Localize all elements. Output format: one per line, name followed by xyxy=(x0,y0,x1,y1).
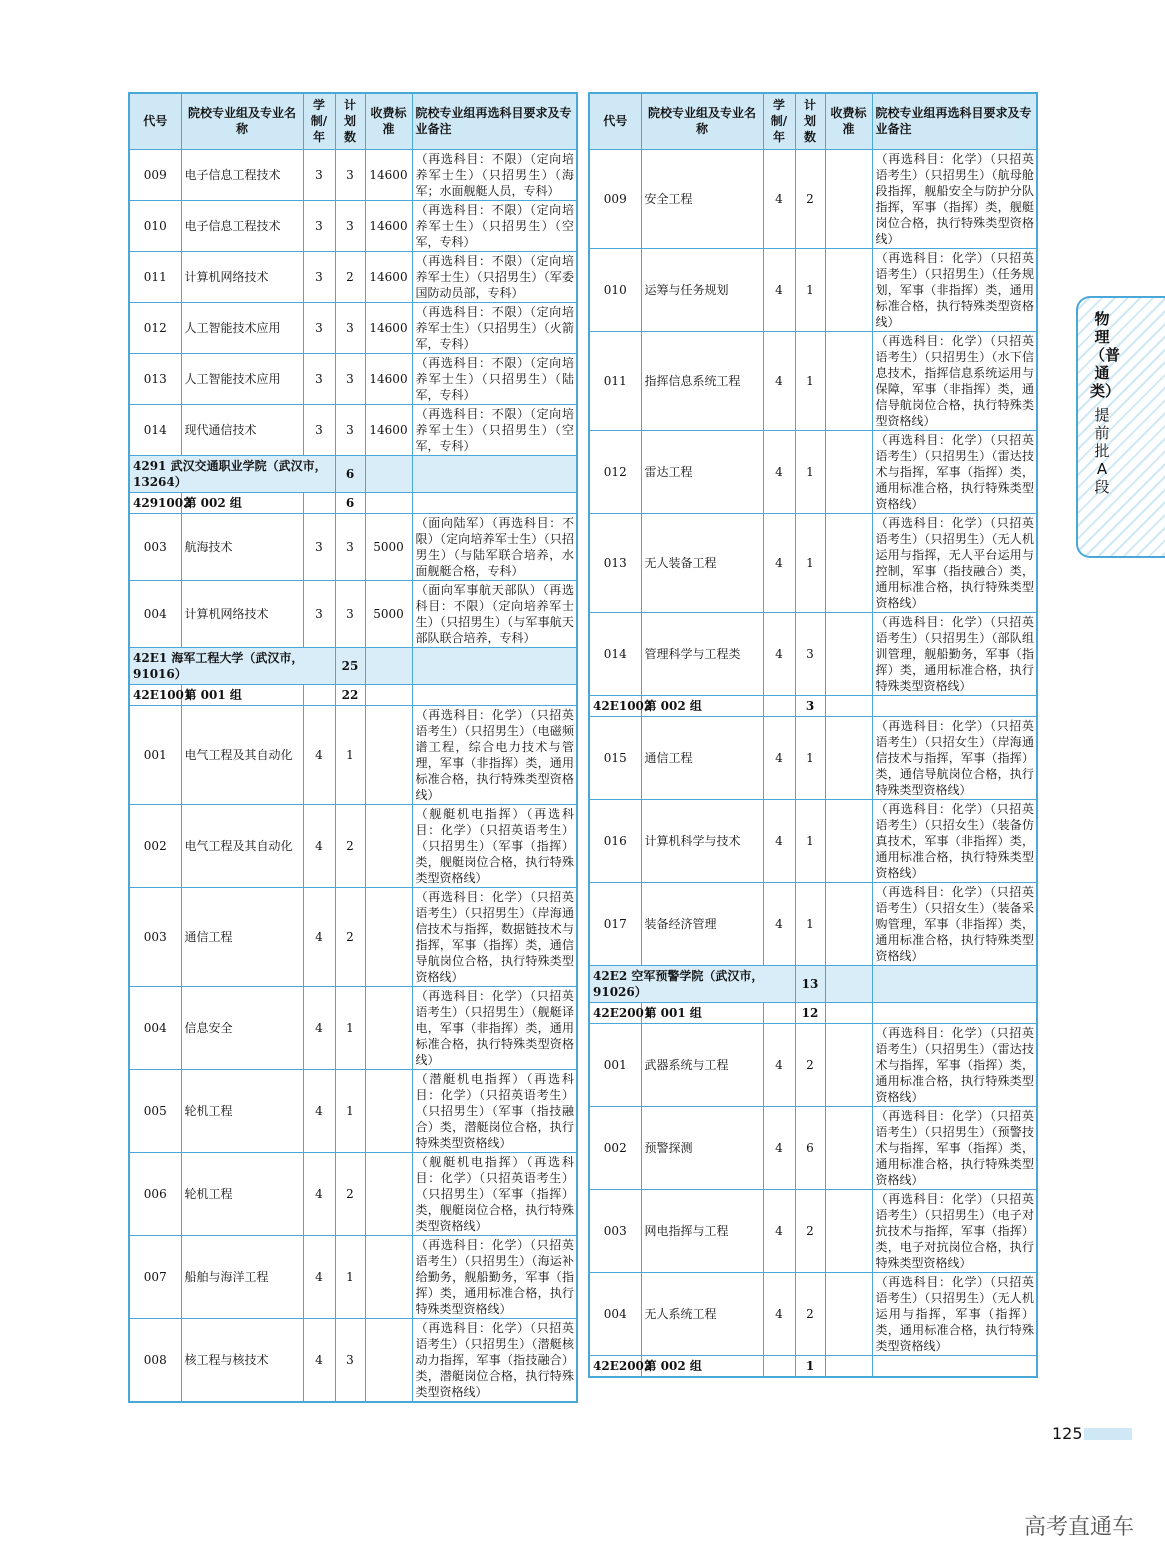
major-code: 013 xyxy=(589,513,641,612)
watermark-text: 高考直通车 xyxy=(1024,1515,1135,1540)
major-remark: （再选科目：化学）（只招英语考生）（只招男生）（电子对抗技术与指挥，军事（指挥）类，电子对抗岗位合格，执行特殊类型资格线） xyxy=(872,1189,1037,1272)
major-plan: 3 xyxy=(335,149,365,200)
major-plan: 2 xyxy=(335,251,365,302)
major-plan: 1 xyxy=(795,882,825,965)
major-code: 008 xyxy=(129,1318,181,1402)
major-plan: 1 xyxy=(795,513,825,612)
major-fee xyxy=(825,430,872,513)
group-row xyxy=(589,1002,1037,1023)
major-name: 运筹与任务规划 xyxy=(641,248,763,331)
table-header-row xyxy=(589,93,1037,149)
major-years: 4 xyxy=(763,1272,795,1355)
major-code: 003 xyxy=(589,1189,641,1272)
major-years: 4 xyxy=(303,1069,335,1152)
empty-cell xyxy=(763,695,795,716)
major-code: 012 xyxy=(129,302,181,353)
header-years: 学制/年 xyxy=(763,93,795,149)
major-fee xyxy=(825,513,872,612)
major-fee: 5000 xyxy=(365,580,412,647)
major-row xyxy=(129,513,577,580)
major-years: 4 xyxy=(763,612,795,695)
school-plan-total: 6 xyxy=(335,455,365,492)
header-name: 院校专业组及专业名称 xyxy=(641,93,763,149)
group-name: 第 002 组 xyxy=(641,695,763,716)
major-remark: （再选科目：不限）（定向培养军士生）（只招男生）（空军，专科） xyxy=(412,404,577,455)
major-name: 现代通信技术 xyxy=(181,404,303,455)
major-fee xyxy=(825,1106,872,1189)
major-years: 4 xyxy=(303,986,335,1069)
major-years: 3 xyxy=(303,404,335,455)
major-plan: 3 xyxy=(795,612,825,695)
major-plan: 2 xyxy=(335,804,365,887)
major-name: 电气工程及其自动化 xyxy=(181,705,303,804)
major-years: 4 xyxy=(303,1152,335,1235)
major-years: 4 xyxy=(763,716,795,799)
major-years: 3 xyxy=(303,353,335,404)
major-fee xyxy=(825,1023,872,1106)
major-plan: 2 xyxy=(795,1272,825,1355)
major-plan: 2 xyxy=(795,149,825,248)
major-fee: 14600 xyxy=(365,149,412,200)
major-remark: （再选科目：化学）（只招英语考生）（只招男生）（航母舱段指挥，舰船安全与防护分队指挥，军事（指挥）类，舰艇岗位合格，执行特殊类型资格线） xyxy=(872,149,1037,248)
major-code: 004 xyxy=(129,986,181,1069)
major-code: 013 xyxy=(129,353,181,404)
major-fee xyxy=(825,1189,872,1272)
school-name: 4291 武汉交通职业学院（武汉市，13264） xyxy=(129,455,335,492)
major-row xyxy=(129,1069,577,1152)
section-sub-label: 提前批A段 xyxy=(1094,406,1110,496)
major-fee: 14600 xyxy=(365,302,412,353)
school-row xyxy=(129,647,577,684)
major-remark: （舰艇机电指挥）（再选科目：化学）（只招英语考生）（只招男生）（军事（指挥）类，舰艇岗位合格，执行特殊类型资格线） xyxy=(412,804,577,887)
major-row xyxy=(589,799,1037,882)
major-years: 4 xyxy=(763,430,795,513)
major-years: 4 xyxy=(303,1235,335,1318)
major-name: 航海技术 xyxy=(181,513,303,580)
major-remark: （舰艇机电指挥）（再选科目：化学）（只招英语考生）（只招男生）（军事（指挥）类，舰艇岗位合格，执行特殊类型资格线） xyxy=(412,1152,577,1235)
empty-cell xyxy=(412,684,577,705)
header-fee: 收费标准 xyxy=(825,93,872,149)
group-code: 4291002 xyxy=(129,492,181,513)
major-fee xyxy=(825,612,872,695)
empty-cell xyxy=(872,1002,1037,1023)
major-row xyxy=(129,580,577,647)
empty-cell xyxy=(872,695,1037,716)
major-code: 005 xyxy=(129,1069,181,1152)
major-remark: （再选科目：不限）（定向培养军士生）（只招男生）（海军；水面舰艇人员，专科） xyxy=(412,149,577,200)
empty-cell xyxy=(825,695,872,716)
school-name: 42E1 海军工程大学（武汉市，91016） xyxy=(129,647,335,684)
empty-cell xyxy=(365,684,412,705)
major-fee xyxy=(365,1152,412,1235)
major-code: 012 xyxy=(589,430,641,513)
major-remark: （再选科目：化学）（只招英语考生）（只招男生）（雷达技术与指挥，军事（指挥）类，通用标准合格，执行特殊类型资格线） xyxy=(872,430,1037,513)
empty-cell xyxy=(412,455,577,492)
major-fee xyxy=(825,331,872,430)
major-remark: （再选科目：化学）（只招英语考生）（只招女生）（岸海通信技术与指挥，军事（指挥）类，通信导航岗位合格，执行特殊类型资格线） xyxy=(872,716,1037,799)
group-name: 第 002 组 xyxy=(641,1355,763,1377)
major-fee xyxy=(825,149,872,248)
major-fee xyxy=(365,887,412,986)
major-years: 3 xyxy=(303,580,335,647)
empty-cell xyxy=(825,1002,872,1023)
group-row xyxy=(589,695,1037,716)
group-row xyxy=(129,684,577,705)
section-main-label: 物理（普通类） xyxy=(1090,310,1121,400)
major-years: 3 xyxy=(303,513,335,580)
major-name: 安全工程 xyxy=(641,149,763,248)
left-table-body xyxy=(129,149,577,1402)
major-row xyxy=(589,612,1037,695)
major-remark: （面向军事航天部队）（再选科目：不限）（定向培养军士生）（只招男生）（与军事航天部队联合培养，专科） xyxy=(412,580,577,647)
major-code: 011 xyxy=(589,331,641,430)
major-name: 电气工程及其自动化 xyxy=(181,804,303,887)
major-name: 计算机科学与技术 xyxy=(641,799,763,882)
header-fee: 收费标准 xyxy=(365,93,412,149)
major-years: 4 xyxy=(763,1023,795,1106)
major-fee xyxy=(825,1272,872,1355)
empty-cell xyxy=(303,684,335,705)
major-name: 无人系统工程 xyxy=(641,1272,763,1355)
major-plan: 1 xyxy=(335,986,365,1069)
major-years: 4 xyxy=(303,887,335,986)
major-row xyxy=(129,404,577,455)
major-remark: （再选科目：不限）（定向培养军士生）（只招男生）（空军，专科） xyxy=(412,200,577,251)
major-fee xyxy=(365,705,412,804)
group-row xyxy=(589,1355,1037,1377)
major-remark: （再选科目：不限）（定向培养军士生）（只招男生）（陆军，专科） xyxy=(412,353,577,404)
empty-cell xyxy=(412,492,577,513)
major-name: 装备经济管理 xyxy=(641,882,763,965)
major-years: 4 xyxy=(763,248,795,331)
major-plan: 2 xyxy=(335,1152,365,1235)
group-name: 第 001 组 xyxy=(641,1002,763,1023)
major-fee xyxy=(365,986,412,1069)
major-code: 004 xyxy=(589,1272,641,1355)
group-code: 42E1001 xyxy=(129,684,181,705)
major-plan: 2 xyxy=(795,1023,825,1106)
major-years: 4 xyxy=(763,149,795,248)
header-name: 院校专业组及专业名称 xyxy=(181,93,303,149)
major-remark: （再选科目：化学）（只招英语考生）（只招男生）（无人机运用与指挥，无人平台运用与控制，军事（指技融合）类，通用标准合格，执行特殊类型资格线） xyxy=(872,513,1037,612)
major-fee: 14600 xyxy=(365,404,412,455)
major-name: 电子信息工程技术 xyxy=(181,149,303,200)
major-years: 4 xyxy=(763,882,795,965)
major-code: 010 xyxy=(129,200,181,251)
major-plan: 1 xyxy=(795,799,825,882)
major-code: 014 xyxy=(129,404,181,455)
major-remark: （再选科目：化学）（只招英语考生）（只招女生）（装备采购管理，军事（非指挥）类，通用标准合格，执行特殊类型资格线） xyxy=(872,882,1037,965)
empty-cell xyxy=(872,1355,1037,1377)
right-catalog-table xyxy=(588,92,1038,1378)
major-row xyxy=(129,804,577,887)
major-years: 4 xyxy=(303,804,335,887)
school-row xyxy=(129,455,577,492)
major-name: 人工智能技术应用 xyxy=(181,353,303,404)
major-row xyxy=(589,513,1037,612)
major-name: 信息安全 xyxy=(181,986,303,1069)
major-name: 电子信息工程技术 xyxy=(181,200,303,251)
school-plan-total: 13 xyxy=(795,965,825,1002)
major-code: 014 xyxy=(589,612,641,695)
major-remark: （潜艇机电指挥）（再选科目：化学）（只招英语考生）（只招男生）（军事（指技融合）类，潜艇岗位合格，执行特殊类型资格线） xyxy=(412,1069,577,1152)
major-plan: 3 xyxy=(335,580,365,647)
major-years: 4 xyxy=(303,1318,335,1402)
major-row xyxy=(129,1152,577,1235)
major-fee xyxy=(825,716,872,799)
major-remark: （再选科目：化学）（只招英语考生）（只招男生）（预警技术与指挥，军事（指挥）类，通用标准合格，执行特殊类型资格线） xyxy=(872,1106,1037,1189)
major-row xyxy=(589,248,1037,331)
major-name: 人工智能技术应用 xyxy=(181,302,303,353)
header-years: 学制/年 xyxy=(303,93,335,149)
empty-cell xyxy=(412,647,577,684)
major-row xyxy=(129,1235,577,1318)
major-plan: 3 xyxy=(335,404,365,455)
major-name: 管理科学与工程类 xyxy=(641,612,763,695)
empty-cell xyxy=(763,1355,795,1377)
major-plan: 3 xyxy=(335,353,365,404)
major-row xyxy=(129,986,577,1069)
major-remark: （再选科目：化学）（只招英语考生）（只招男生）（海运补给勤务，舰船勤务，军事（指挥）类，通用标准合格，执行特殊类型资格线） xyxy=(412,1235,577,1318)
major-row xyxy=(589,716,1037,799)
major-plan: 1 xyxy=(335,705,365,804)
major-name: 轮机工程 xyxy=(181,1152,303,1235)
major-name: 雷达工程 xyxy=(641,430,763,513)
major-name: 指挥信息系统工程 xyxy=(641,331,763,430)
major-fee xyxy=(365,1235,412,1318)
major-fee xyxy=(825,882,872,965)
major-plan: 1 xyxy=(795,716,825,799)
major-fee: 14600 xyxy=(365,251,412,302)
major-plan: 3 xyxy=(335,200,365,251)
major-name: 计算机网络技术 xyxy=(181,580,303,647)
major-code: 002 xyxy=(129,804,181,887)
major-row xyxy=(129,200,577,251)
major-plan: 3 xyxy=(335,513,365,580)
section-side-label xyxy=(1090,310,1121,496)
major-remark: （再选科目：化学）（只招英语考生）（只招男生）（无人机运用与指挥，军事（指挥）类，通用标准合格，执行特殊类型资格线） xyxy=(872,1272,1037,1355)
major-name: 轮机工程 xyxy=(181,1069,303,1152)
major-row xyxy=(589,1023,1037,1106)
major-years: 4 xyxy=(763,513,795,612)
empty-cell xyxy=(825,965,872,1002)
major-plan: 3 xyxy=(335,302,365,353)
school-row xyxy=(589,965,1037,1002)
group-name: 第 002 组 xyxy=(181,492,303,513)
major-remark: （再选科目：化学）（只招英语考生）（只招男生）（雷达技术与指挥，军事（指挥）类，通用标准合格，执行特殊类型资格线） xyxy=(872,1023,1037,1106)
major-row xyxy=(129,1318,577,1402)
major-row xyxy=(129,251,577,302)
major-remark: （再选科目：不限）（定向培养军士生）（只招男生）（火箭军，专科） xyxy=(412,302,577,353)
major-years: 3 xyxy=(303,251,335,302)
major-remark: （再选科目：化学）（只招英语考生）（只招男生）（潜艇核动力指挥，军事（指技融合）类，潜艇岗位合格，执行特殊类型资格线） xyxy=(412,1318,577,1402)
header-code: 代号 xyxy=(129,93,181,149)
table-header-row xyxy=(129,93,577,149)
group-row xyxy=(129,492,577,513)
school-name: 42E2 空军预警学院（武汉市，91026） xyxy=(589,965,795,1002)
left-catalog-table xyxy=(128,92,578,1403)
empty-cell xyxy=(365,492,412,513)
major-row xyxy=(129,887,577,986)
page-number: 125 xyxy=(1052,1424,1083,1443)
group-plan-total: 12 xyxy=(795,1002,825,1023)
group-code: 42E2002 xyxy=(589,1355,641,1377)
major-remark: （再选科目：化学）（只招英语考生）（只招男生）（舰艇译电，军事（非指挥）类，通用标准合格，执行特殊类型资格线） xyxy=(412,986,577,1069)
major-code: 010 xyxy=(589,248,641,331)
page-number-bar xyxy=(1084,1428,1132,1440)
empty-cell xyxy=(763,1002,795,1023)
group-name: 第 001 组 xyxy=(181,684,303,705)
header-plan: 计划数 xyxy=(335,93,365,149)
major-remark: （再选科目：化学）（只招英语考生）（只招男生）（部队组训管理，舰船勤务，军事（指挥）类，通用标准合格，执行特殊类型资格线） xyxy=(872,612,1037,695)
major-name: 计算机网络技术 xyxy=(181,251,303,302)
major-name: 网电指挥与工程 xyxy=(641,1189,763,1272)
major-plan: 2 xyxy=(795,1189,825,1272)
major-plan: 1 xyxy=(795,430,825,513)
major-plan: 2 xyxy=(335,887,365,986)
header-plan: 计划数 xyxy=(795,93,825,149)
major-years: 4 xyxy=(763,799,795,882)
major-name: 预警探测 xyxy=(641,1106,763,1189)
major-row xyxy=(589,1189,1037,1272)
major-years: 3 xyxy=(303,302,335,353)
major-plan: 1 xyxy=(335,1069,365,1152)
major-code: 017 xyxy=(589,882,641,965)
major-row xyxy=(129,353,577,404)
major-code: 002 xyxy=(589,1106,641,1189)
major-code: 009 xyxy=(589,149,641,248)
major-code: 016 xyxy=(589,799,641,882)
group-plan-total: 3 xyxy=(795,695,825,716)
major-remark: （面向陆军）（再选科目：不限）（定向培养军士生）（只招男生）（与陆军联合培养，水面舰艇合格，专科） xyxy=(412,513,577,580)
right-table-body xyxy=(589,149,1037,1377)
major-name: 船舶与海洋工程 xyxy=(181,1235,303,1318)
major-row xyxy=(589,882,1037,965)
group-code: 42E2001 xyxy=(589,1002,641,1023)
major-years: 4 xyxy=(763,331,795,430)
major-row xyxy=(589,331,1037,430)
major-fee xyxy=(365,1069,412,1152)
header-remark: 院校专业组再选科目要求及专业备注 xyxy=(872,93,1037,149)
group-plan-total: 6 xyxy=(335,492,365,513)
major-code: 007 xyxy=(129,1235,181,1318)
major-code: 009 xyxy=(129,149,181,200)
major-row xyxy=(129,149,577,200)
major-row xyxy=(129,705,577,804)
major-row xyxy=(589,1106,1037,1189)
group-plan-total: 1 xyxy=(795,1355,825,1377)
major-row xyxy=(129,302,577,353)
major-remark: （再选科目：化学）（只招英语考生）（只招男生）（岸海通信技术与指挥，数据链技术与指挥，军事（指挥）类，通信导航岗位合格，执行特殊类型资格线） xyxy=(412,887,577,986)
major-code: 006 xyxy=(129,1152,181,1235)
major-code: 004 xyxy=(129,580,181,647)
empty-cell xyxy=(872,965,1037,1002)
major-fee xyxy=(825,248,872,331)
major-row xyxy=(589,430,1037,513)
empty-cell xyxy=(303,492,335,513)
major-code: 003 xyxy=(129,513,181,580)
major-code: 003 xyxy=(129,887,181,986)
major-remark: （再选科目：不限）（定向培养军士生）（只招男生）（军委国防动员部，专科） xyxy=(412,251,577,302)
major-code: 015 xyxy=(589,716,641,799)
major-name: 无人装备工程 xyxy=(641,513,763,612)
major-code: 001 xyxy=(589,1023,641,1106)
group-plan-total: 22 xyxy=(335,684,365,705)
major-plan: 3 xyxy=(335,1318,365,1402)
major-fee xyxy=(365,804,412,887)
school-plan-total: 25 xyxy=(335,647,365,684)
empty-cell xyxy=(825,1355,872,1377)
major-plan: 1 xyxy=(795,248,825,331)
major-years: 4 xyxy=(763,1189,795,1272)
major-years: 4 xyxy=(303,705,335,804)
major-fee xyxy=(365,1318,412,1402)
header-remark: 院校专业组再选科目要求及专业备注 xyxy=(412,93,577,149)
empty-cell xyxy=(365,455,412,492)
header-code: 代号 xyxy=(589,93,641,149)
major-fee xyxy=(825,799,872,882)
major-fee: 14600 xyxy=(365,200,412,251)
major-remark: （再选科目：化学）（只招英语考生）（只招男生）（电磁频谱工程，综合电力技术与管理，军事（非指挥）类，通用标准合格，执行特殊类型资格线） xyxy=(412,705,577,804)
major-plan: 1 xyxy=(335,1235,365,1318)
major-plan: 1 xyxy=(795,331,825,430)
major-remark: （再选科目：化学）（只招英语考生）（只招男生）（任务规划，军事（非指挥）类，通用标准合格，执行特殊类型资格线） xyxy=(872,248,1037,331)
major-code: 011 xyxy=(129,251,181,302)
major-years: 4 xyxy=(763,1106,795,1189)
major-fee: 5000 xyxy=(365,513,412,580)
major-fee: 14600 xyxy=(365,353,412,404)
major-years: 3 xyxy=(303,200,335,251)
major-remark: （再选科目：化学）（只招英语考生）（只招女生）（装备仿真技术，军事（非指挥）类，通用标准合格，执行特殊类型资格线） xyxy=(872,799,1037,882)
major-name: 通信工程 xyxy=(641,716,763,799)
major-name: 通信工程 xyxy=(181,887,303,986)
major-row xyxy=(589,149,1037,248)
major-name: 武器系统与工程 xyxy=(641,1023,763,1106)
major-name: 核工程与核技术 xyxy=(181,1318,303,1402)
major-row xyxy=(589,1272,1037,1355)
empty-cell xyxy=(365,647,412,684)
major-remark: （再选科目：化学）（只招英语考生）（只招男生）（水下信息技术，指挥信息系统运用与保障，军事（非指挥）类，通信导航岗位合格，执行特殊类型资格线） xyxy=(872,331,1037,430)
group-code: 42E1002 xyxy=(589,695,641,716)
major-years: 3 xyxy=(303,149,335,200)
major-plan: 6 xyxy=(795,1106,825,1189)
major-code: 001 xyxy=(129,705,181,804)
